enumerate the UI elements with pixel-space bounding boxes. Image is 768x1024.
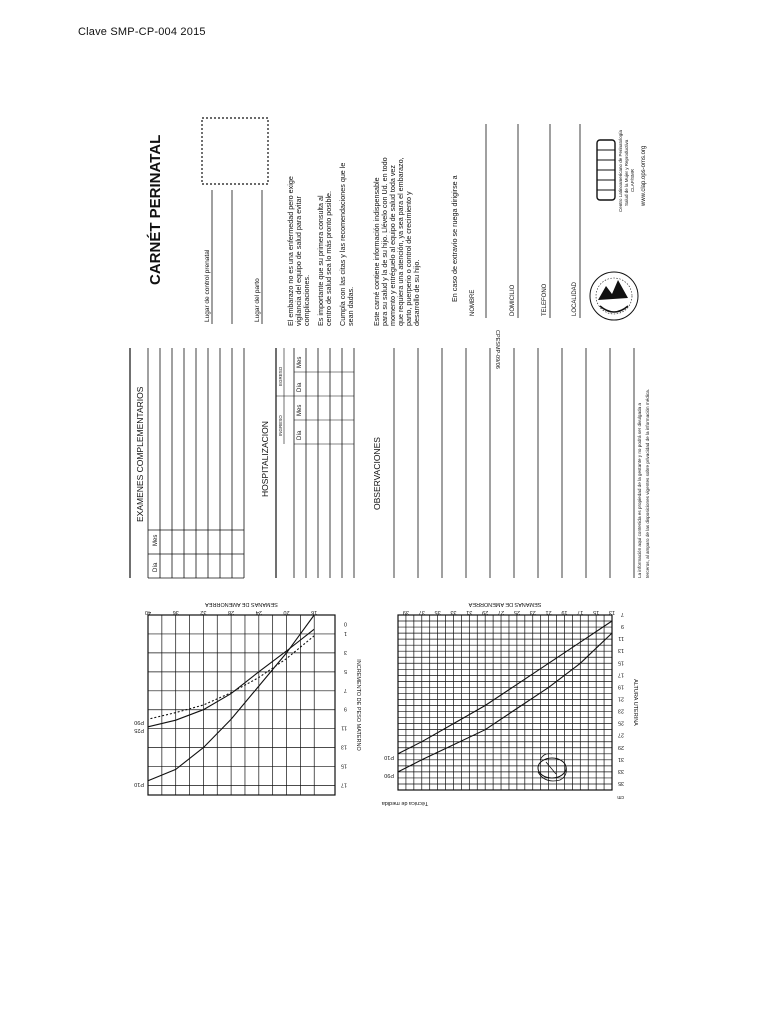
x-tick-label: 32 xyxy=(200,609,207,615)
y-tick-label: 33 xyxy=(617,767,624,774)
y-tick-label: 35 xyxy=(617,779,624,786)
y-tick-label: 5 xyxy=(343,667,347,674)
contact-fields xyxy=(470,124,580,318)
y-tick-label: 9 xyxy=(620,623,624,630)
y-unit-label: cm xyxy=(617,794,624,800)
p4-line-3: momento y entréguelo al equipo de salud toda vez xyxy=(388,164,397,326)
examenes-title: EXAMENES COMPLEMENTARIOS xyxy=(135,386,145,522)
y-tick-label: 29 xyxy=(617,743,624,750)
x-tick-label: 39 xyxy=(402,609,409,615)
mother-child-logo xyxy=(590,272,638,320)
carnet-cover-panel xyxy=(147,118,647,369)
x-tick-label: 40 xyxy=(144,609,152,615)
x-tick-label: 16 xyxy=(311,609,318,615)
series-line-p90 xyxy=(398,633,612,772)
p4-line-4: que requiera una atención, ya sea para el embarazo, xyxy=(396,157,405,326)
x-tick-label: 28 xyxy=(228,609,235,615)
examenes-col-dia: Día xyxy=(153,562,159,572)
x-tick-label: 31 xyxy=(466,609,473,615)
observaciones-footer-1: La información aquí contenida es propiedad de la gestante y no podrá ser divulgada a xyxy=(637,403,642,578)
p1-line-3: complicaciones. xyxy=(302,274,311,326)
lugar-control-label: Lugar de control prenatal xyxy=(204,249,211,322)
x-tick-label: 23 xyxy=(529,609,536,615)
p3-line-2: sean dadas. xyxy=(346,286,355,326)
hosp-ingreso-mes: Mes xyxy=(297,404,303,416)
clap-logo xyxy=(597,140,615,200)
measuring-technique-illustration xyxy=(538,754,566,781)
p4-line-6: desarrollo de su hijo. xyxy=(412,259,421,326)
chart-annotation: Técnica de medida xyxy=(381,800,429,806)
observaciones-title: OBSERVACIONES xyxy=(372,437,382,510)
x-tick-label: 21 xyxy=(545,609,552,615)
info-paragraph-3 xyxy=(338,163,355,326)
info-paragraph-1 xyxy=(286,176,311,326)
p4-line-5: parto, puerperio o control de crecimiento y xyxy=(404,191,413,326)
plot-frame xyxy=(398,615,612,790)
x-tick-label: 15 xyxy=(593,609,600,615)
y-tick-label: 7 xyxy=(620,611,624,617)
clap-text-3: CLAP/SMR xyxy=(630,168,635,192)
y-tick-label: 31 xyxy=(617,755,624,762)
x-tick-label: 25 xyxy=(513,609,520,615)
examenes-col-mes: Mes xyxy=(153,534,159,546)
hosp-egreso: EGRESO xyxy=(278,366,283,386)
hospitalizacion-title: HOSPITALIZACION xyxy=(260,421,270,497)
x-tick-label: 20 xyxy=(283,609,290,615)
lugar-parto-label: Lugar del parto xyxy=(254,278,261,322)
p3-line-1: Cumpla con las citas y las recomendaciones que le xyxy=(338,162,347,326)
x-tick-label: 33 xyxy=(450,609,457,615)
y-tick-label: 15 xyxy=(340,762,347,769)
field-localidad: LOCALIDAD xyxy=(572,281,578,316)
y-axis-label: ALTURA UTERINA xyxy=(632,679,638,726)
series-label-p25: P25 xyxy=(134,726,144,733)
info-paragraph-4 xyxy=(372,157,421,326)
y-tick-label: 9 xyxy=(343,705,347,712)
y-axis-label: INCREMENTO DE PESO MATERNO xyxy=(355,659,361,751)
hosp-egreso-mes: Mes xyxy=(297,356,303,368)
series-label-p90: P90 xyxy=(134,719,144,726)
y-tick-label: 23 xyxy=(617,707,624,714)
card-code: CPESMP-09/06 xyxy=(494,330,500,369)
examenes-table xyxy=(130,348,244,578)
weight-gain-chart xyxy=(134,601,361,795)
y-tick-label: 1 xyxy=(343,629,347,636)
y-tick-label: 7 xyxy=(343,686,347,693)
clap-text-1: Centro Latinoamericano de Perinatología xyxy=(618,129,623,212)
p4-line-2: para su salud y la de su hijo. Llévelo con Ud. en todo xyxy=(380,157,389,326)
field-domicilio: DOMICILIO xyxy=(510,284,516,316)
info-paragraph-2 xyxy=(316,191,333,326)
p1-line-1: El embarazo no es una enfermedad pero exige xyxy=(286,176,295,326)
carnet-title: CARNÉT PERINATAL xyxy=(147,134,164,285)
x-tick-label: 24 xyxy=(255,609,262,615)
x-tick-label: 13 xyxy=(608,609,616,615)
y-tick-label: 17 xyxy=(617,671,624,678)
y-tick-label: 17 xyxy=(340,781,347,788)
extravio-label: En caso de extravío se ruega dirigirse a xyxy=(450,175,459,302)
hosp-ingreso: INGRESO xyxy=(278,415,283,436)
x-tick-label: 37 xyxy=(418,609,425,615)
p2-line-1: Es importante que su primera consulta al xyxy=(316,195,325,326)
x-axis-label: SEMANAS DE AMENORREA xyxy=(468,601,542,607)
series-label-p10: P10 xyxy=(134,780,144,787)
y-tick-label: 15 xyxy=(617,659,624,666)
x-tick-label: 35 xyxy=(434,609,441,615)
y-tick-label: 0 xyxy=(343,620,347,627)
field-telefono: TELEFONO xyxy=(542,283,548,316)
hospitalizacion-table xyxy=(260,348,354,578)
x-tick-label: 19 xyxy=(561,609,568,615)
y-tick-label: 25 xyxy=(617,719,624,726)
hosp-egreso-dia: Día xyxy=(297,382,303,392)
x-axis-label: SEMANAS DE AMENORREA xyxy=(205,601,278,607)
p4-line-1: Este carné contiene información indispensable xyxy=(372,177,381,326)
y-tick-label: 11 xyxy=(618,635,624,642)
y-tick-label: 13 xyxy=(617,647,624,654)
hosp-ingreso-dia: Día xyxy=(297,430,303,440)
document-code: Clave SMP-CP-004 2015 xyxy=(78,26,206,38)
field-nombre: NOMBRE xyxy=(470,289,476,316)
y-tick-label: 21 xyxy=(617,695,624,702)
y-tick-label: 3 xyxy=(343,648,347,655)
observaciones-section xyxy=(372,348,650,578)
x-tick-label: 29 xyxy=(482,609,489,615)
y-tick-label: 13 xyxy=(340,743,347,750)
clap-text-2: Salud de la Mujer y Reproductiva xyxy=(624,139,629,206)
y-tick-label: 19 xyxy=(617,683,624,690)
series-label-p10: P10 xyxy=(384,753,394,760)
y-tick-label: 11 xyxy=(341,724,347,731)
y-tick-label: 27 xyxy=(617,731,624,738)
x-tick-label: 36 xyxy=(172,609,179,615)
uterine-height-chart xyxy=(381,601,638,806)
series-label-p90: P90 xyxy=(384,771,394,778)
p2-line-2: centro de salud sea lo más pronto posible. xyxy=(324,190,333,326)
photo-box xyxy=(202,118,268,184)
org-url: www.clap.ops-oms.org xyxy=(641,145,647,206)
x-tick-label: 27 xyxy=(497,609,505,615)
p1-line-2: vigilancia del equipo de salud para evitar xyxy=(294,196,303,326)
x-tick-label: 17 xyxy=(577,609,584,615)
observaciones-footer-2: terceros, al amparo de las disposiciones vigentes sobre privacidad de la información médica. xyxy=(645,389,650,578)
